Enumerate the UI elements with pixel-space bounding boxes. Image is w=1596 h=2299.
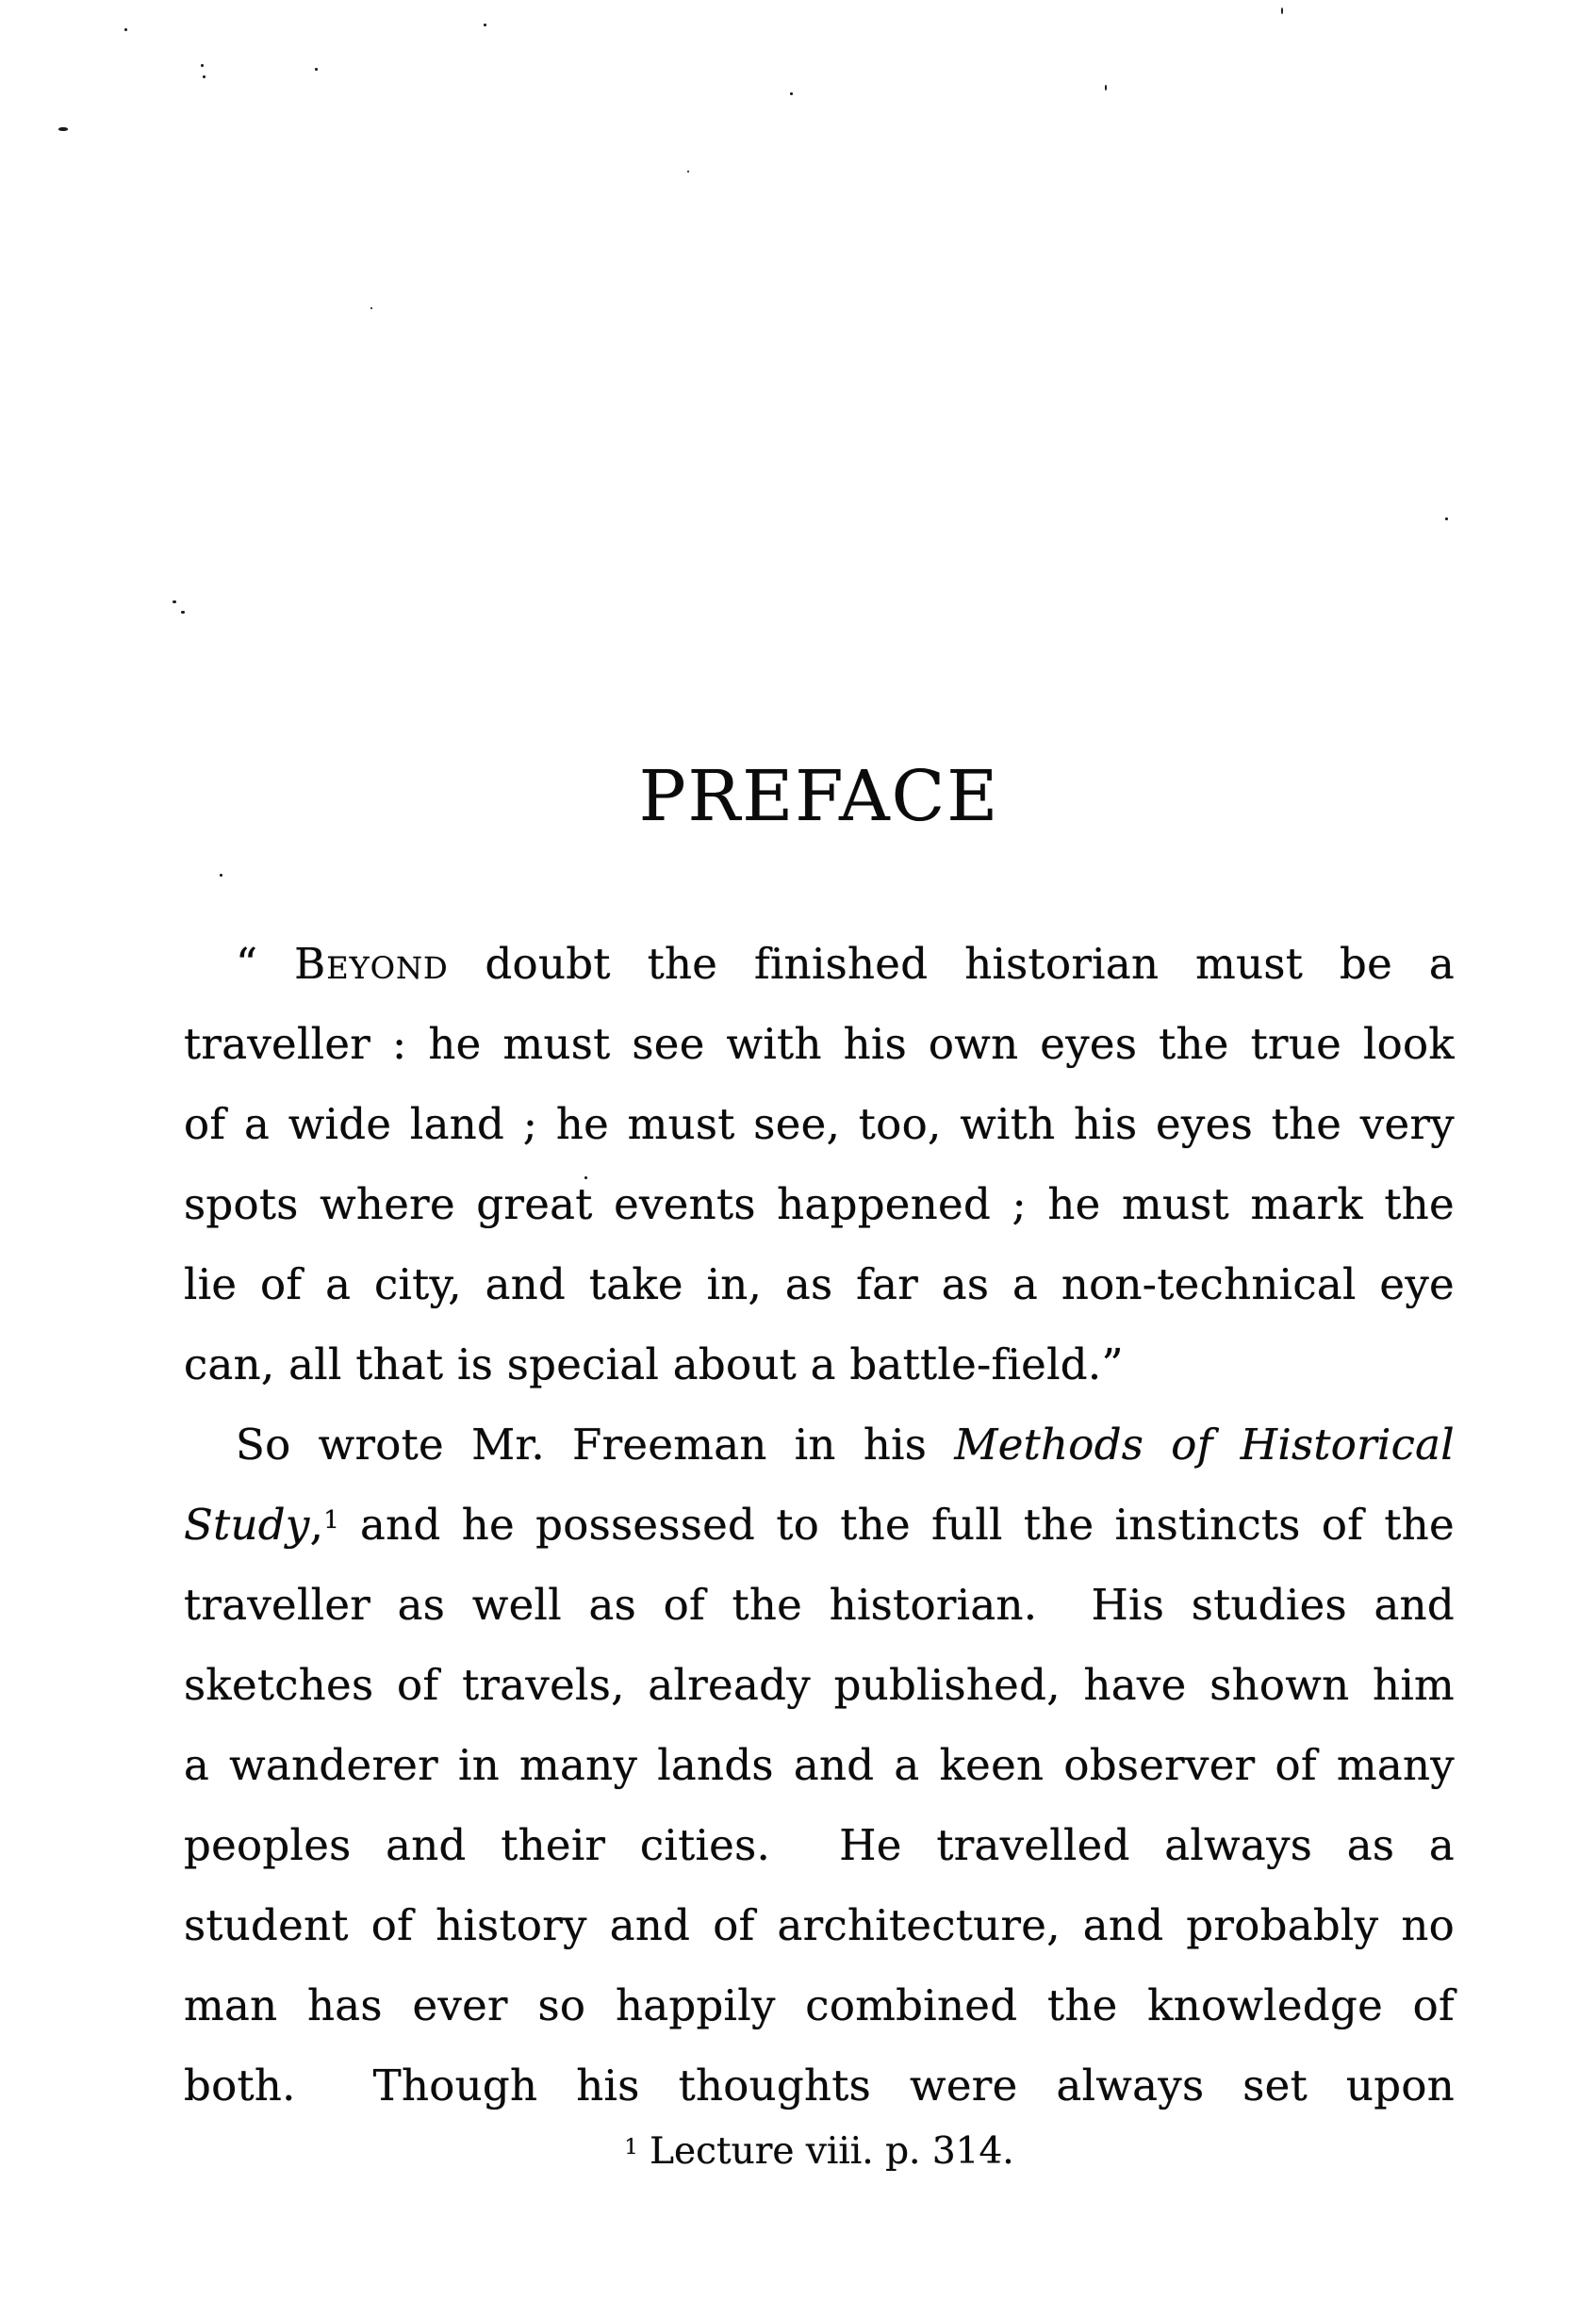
text-segment: So wrote Mr. Freeman in his: [236, 1420, 955, 1470]
text-line: [184, 1565, 1455, 1645]
text-segment: and he possessed to the full the instincts of the: [338, 1500, 1455, 1550]
footnote: [184, 2119, 1455, 2190]
scan-speck: [201, 64, 204, 67]
text-line: [184, 1965, 1455, 2045]
scan-speck: [1281, 8, 1283, 14]
scan-speck: [1105, 85, 1107, 90]
scan-speck: [181, 611, 185, 614]
text-line: [184, 1645, 1455, 1725]
text-segment: a wanderer in many lands and a keen observer of many: [184, 1740, 1455, 1790]
text-segment: Methods of Historical: [954, 1420, 1456, 1470]
text-segment: Lecture viii. p. 314.: [637, 2130, 1014, 2173]
scan-speck: [1445, 517, 1448, 520]
scan-speck: [687, 171, 689, 172]
scan-speck: [173, 600, 176, 603]
text-segment: student of history and of architecture, and probably no: [184, 1900, 1455, 1950]
scan-speck: [315, 68, 318, 71]
paragraph: [184, 1404, 1455, 2126]
text-segment: Beyond: [294, 939, 449, 989]
text-segment: doubt the finished historian must be a: [448, 939, 1455, 989]
body-text: [184, 924, 1455, 2126]
text-segment: 1: [624, 2134, 638, 2159]
text-segment: Study: [184, 1500, 310, 1550]
text-segment: traveller : he must see with his own eyes the true look: [184, 1019, 1455, 1069]
text-segment: of a wide land ; he must see, too, with his eyes the very: [184, 1099, 1455, 1149]
text-line: [184, 1404, 1455, 1485]
text-segment: sketches of travels, already published, have shown him: [184, 1660, 1455, 1710]
text-line: [184, 1244, 1455, 1324]
text-line: [184, 1805, 1455, 1885]
text-segment: 1: [323, 1506, 339, 1535]
text-line: [184, 1324, 1455, 1404]
paragraph: [184, 924, 1455, 1404]
text-segment: can, all that is special about a battle-field.”: [184, 1339, 1124, 1389]
text-segment: “: [236, 939, 295, 989]
text-segment: spots where great events happened ; he must mark the: [184, 1179, 1455, 1229]
text-segment: traveller as well as of the historian. His studies and: [184, 1580, 1455, 1630]
scan-speck: [203, 75, 206, 78]
scan-speck: [124, 28, 127, 31]
text-line: [184, 1004, 1455, 1084]
scan-speck: [58, 127, 68, 131]
scan-speck: [370, 307, 372, 309]
text-segment: ,: [309, 1500, 324, 1550]
text-segment: lie of a city, and take in, as far as a non-technical eye: [184, 1259, 1455, 1309]
scan-speck: [790, 92, 793, 95]
text-line: [184, 1485, 1455, 1565]
text-segment: man has ever so happily combined the knowledge of: [184, 1980, 1455, 2030]
text-line: [184, 1084, 1455, 1164]
scan-speck: [484, 24, 486, 26]
scan-speck: [220, 874, 222, 877]
text-line: [184, 2045, 1455, 2126]
text-segment: both. Though his thoughts were always set upon: [184, 2061, 1455, 2110]
text-line: [184, 1725, 1455, 1805]
text-line: [184, 1885, 1455, 1965]
page-title: PREFACE: [638, 756, 1000, 837]
text-line: [184, 1164, 1455, 1244]
text-segment: peoples and their cities. He travelled always as a: [184, 1820, 1455, 1870]
text-line: [184, 924, 1455, 1004]
